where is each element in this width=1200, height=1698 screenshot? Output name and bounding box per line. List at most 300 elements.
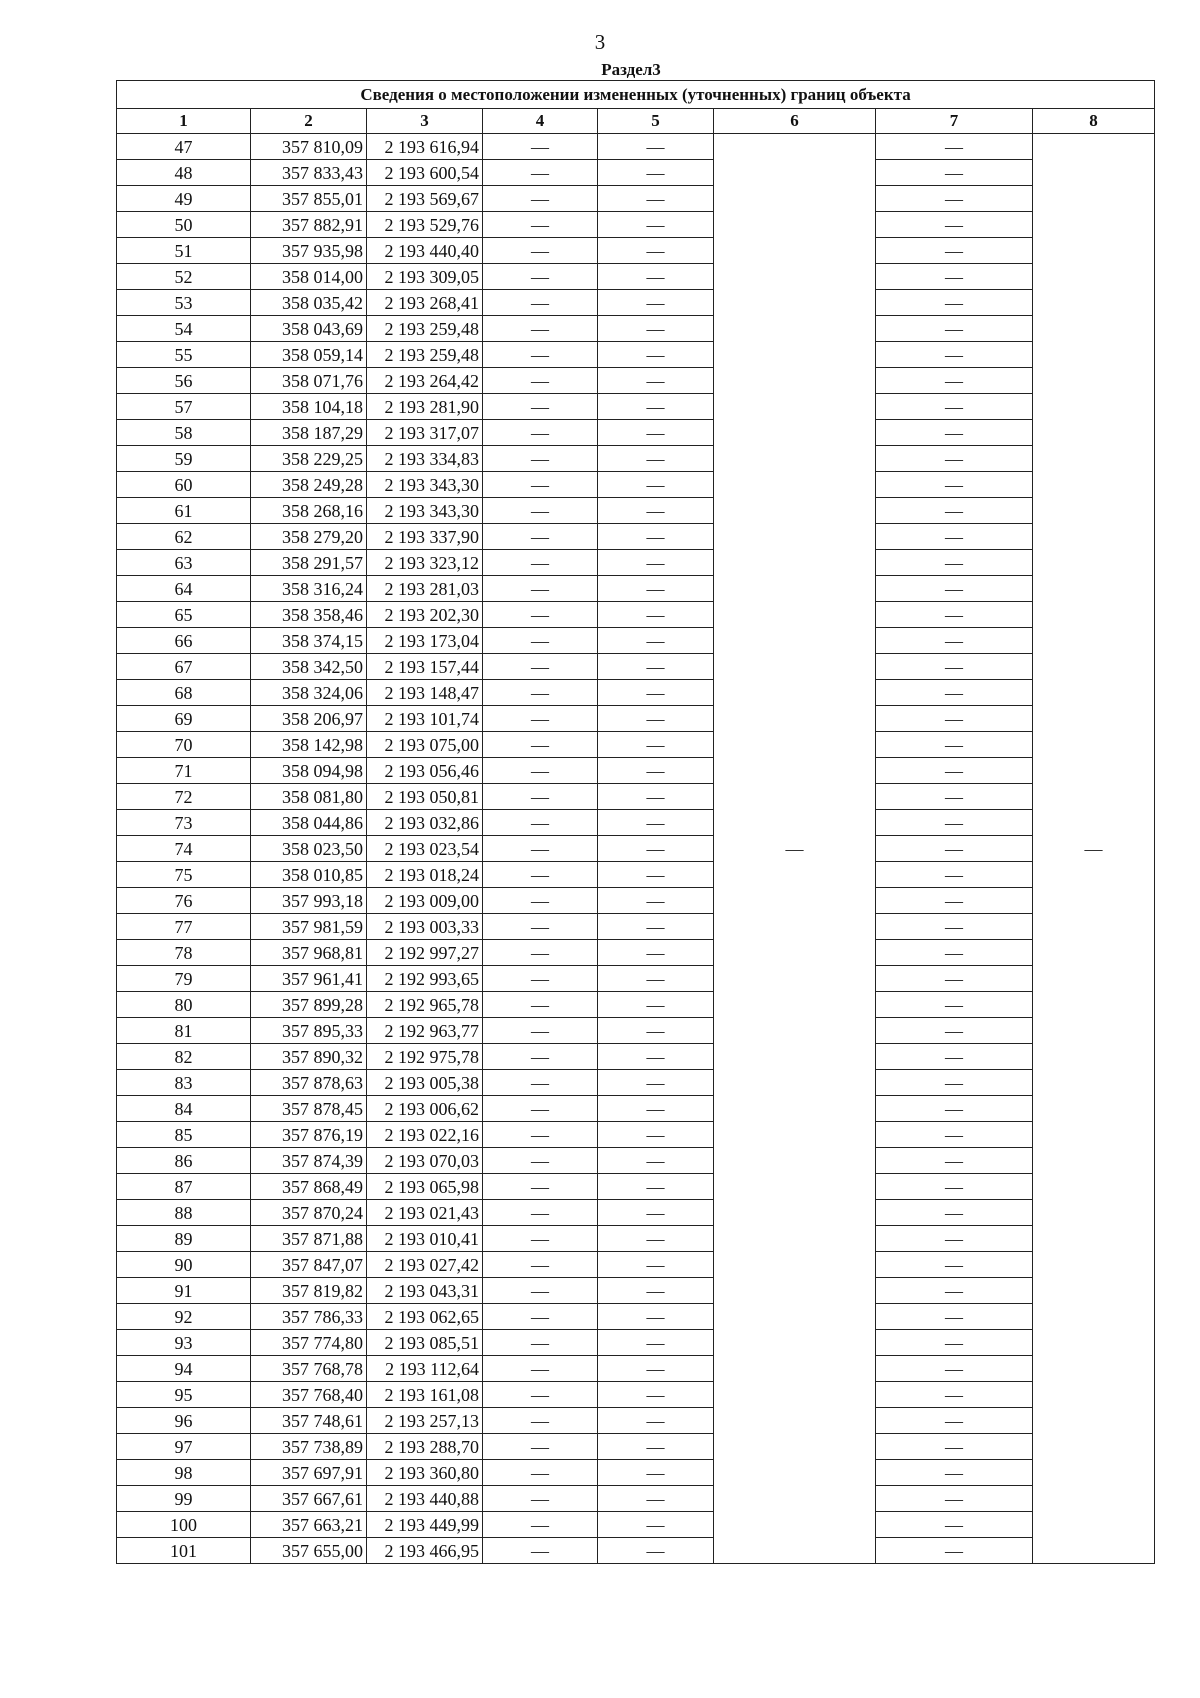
column-7-cell: — [876,1512,1033,1538]
point-number-cell: 90 [117,1252,251,1278]
point-number-cell: 55 [117,342,251,368]
x-coordinate-cell: 358 094,98 [251,758,367,784]
y-coordinate-cell: 2 192 997,27 [367,940,483,966]
column-4-cell: — [483,1512,598,1538]
x-coordinate-cell: 357 768,78 [251,1356,367,1382]
column-7-cell: — [876,1434,1033,1460]
point-number-cell: 50 [117,212,251,238]
column-4-cell: — [483,134,598,160]
column-7-cell: — [876,472,1033,498]
column-4-cell: — [483,1018,598,1044]
x-coordinate-cell: 357 774,80 [251,1330,367,1356]
point-number-cell: 74 [117,836,251,862]
column-4-cell: — [483,1330,598,1356]
column-7-cell: — [876,1200,1033,1226]
point-number-cell: 69 [117,706,251,732]
column-8-merged-cell: — [1033,134,1155,1564]
point-number-cell: 65 [117,602,251,628]
point-number-cell: 57 [117,394,251,420]
table-row [117,1122,1155,1148]
boundary-coordinates-table [116,80,1155,1564]
x-coordinate-cell: 357 667,61 [251,1486,367,1512]
table-row [117,1252,1155,1278]
x-coordinate-cell: 357 868,49 [251,1174,367,1200]
column-5-cell: — [598,1356,714,1382]
column-7-cell: — [876,966,1033,992]
point-number-cell: 71 [117,758,251,784]
table-row [117,264,1155,290]
point-number-cell: 61 [117,498,251,524]
x-coordinate-cell: 358 249,28 [251,472,367,498]
column-7-cell: — [876,1330,1033,1356]
y-coordinate-cell: 2 193 101,74 [367,706,483,732]
point-number-cell: 66 [117,628,251,654]
column-7-cell: — [876,290,1033,316]
column-7-cell: — [876,1460,1033,1486]
point-number-cell: 64 [117,576,251,602]
column-7-cell: — [876,888,1033,914]
column-4-cell: — [483,888,598,914]
y-coordinate-cell: 2 193 157,44 [367,654,483,680]
y-coordinate-cell: 2 193 449,99 [367,1512,483,1538]
column-5-cell: — [598,1122,714,1148]
point-number-cell: 52 [117,264,251,290]
column-7-cell: — [876,1070,1033,1096]
x-coordinate-cell: 358 291,57 [251,550,367,576]
y-coordinate-cell: 2 193 259,48 [367,316,483,342]
column-4-cell: — [483,940,598,966]
x-coordinate-cell: 357 663,21 [251,1512,367,1538]
table-row [117,654,1155,680]
y-coordinate-cell: 2 193 021,43 [367,1200,483,1226]
column-7-cell: — [876,1356,1033,1382]
x-coordinate-cell: 358 014,00 [251,264,367,290]
point-number-cell: 83 [117,1070,251,1096]
column-7-cell: — [876,784,1033,810]
table-row [117,1434,1155,1460]
y-coordinate-cell: 2 193 010,41 [367,1226,483,1252]
column-5-cell: — [598,758,714,784]
column-7-cell: — [876,498,1033,524]
point-number-cell: 79 [117,966,251,992]
x-coordinate-cell: 357 871,88 [251,1226,367,1252]
column-5-cell: — [598,888,714,914]
x-coordinate-cell: 358 071,76 [251,368,367,394]
x-coordinate-cell: 358 010,85 [251,862,367,888]
column-7-cell: — [876,680,1033,706]
column-5-cell: — [598,914,714,940]
column-4-cell: — [483,1226,598,1252]
table-row [117,862,1155,888]
column-5-cell: — [598,628,714,654]
column-7-cell: — [876,1278,1033,1304]
table-row [117,550,1155,576]
x-coordinate-cell: 357 833,43 [251,160,367,186]
column-7-cell: — [876,420,1033,446]
table-row [117,238,1155,264]
x-coordinate-cell: 357 810,09 [251,134,367,160]
column-7-cell: — [876,1226,1033,1252]
y-coordinate-cell: 2 193 360,80 [367,1460,483,1486]
column-7-cell: — [876,862,1033,888]
point-number-cell: 72 [117,784,251,810]
column-4-cell: — [483,1096,598,1122]
point-number-cell: 95 [117,1382,251,1408]
table-row [117,1330,1155,1356]
column-4-cell: — [483,680,598,706]
table-row [117,680,1155,706]
table-row [117,628,1155,654]
point-number-cell: 49 [117,186,251,212]
table-row [117,940,1155,966]
column-5-cell: — [598,160,714,186]
column-7-cell: — [876,576,1033,602]
column-5-cell: — [598,1018,714,1044]
column-4-cell: — [483,1434,598,1460]
column-4-cell: — [483,1070,598,1096]
point-number-cell: 98 [117,1460,251,1486]
column-7-cell: — [876,940,1033,966]
column-4-cell: — [483,1486,598,1512]
column-5-cell: — [598,1434,714,1460]
column-5-cell: — [598,550,714,576]
y-coordinate-cell: 2 193 009,00 [367,888,483,914]
column-5-cell: — [598,290,714,316]
column-5-cell: — [598,212,714,238]
column-4-cell: — [483,706,598,732]
column-number: 5 [598,109,714,134]
y-coordinate-cell: 2 193 006,62 [367,1096,483,1122]
y-coordinate-cell: 2 193 032,86 [367,810,483,836]
point-number-cell: 76 [117,888,251,914]
column-4-cell: — [483,862,598,888]
column-7-cell: — [876,654,1033,680]
x-coordinate-cell: 358 324,06 [251,680,367,706]
column-5-cell: — [598,1070,714,1096]
column-4-cell: — [483,550,598,576]
x-coordinate-cell: 357 935,98 [251,238,367,264]
column-7-cell: — [876,134,1033,160]
y-coordinate-cell: 2 193 466,95 [367,1538,483,1564]
table-row [117,160,1155,186]
column-5-cell: — [598,1304,714,1330]
column-4-cell: — [483,212,598,238]
column-5-cell: — [598,654,714,680]
x-coordinate-cell: 358 043,69 [251,316,367,342]
column-number: 7 [876,109,1033,134]
column-number: 1 [117,109,251,134]
column-7-cell: — [876,1382,1033,1408]
x-coordinate-cell: 357 748,61 [251,1408,367,1434]
column-4-cell: — [483,472,598,498]
column-7-cell: — [876,1538,1033,1564]
column-5-cell: — [598,784,714,810]
column-4-cell: — [483,810,598,836]
column-4-cell: — [483,602,598,628]
x-coordinate-cell: 357 876,19 [251,1122,367,1148]
y-coordinate-cell: 2 193 281,90 [367,394,483,420]
table-row [117,602,1155,628]
point-number-cell: 99 [117,1486,251,1512]
y-coordinate-cell: 2 193 148,47 [367,680,483,706]
column-4-cell: — [483,784,598,810]
column-7-cell: — [876,1122,1033,1148]
table-row [117,1148,1155,1174]
column-7-cell: — [876,160,1033,186]
table-row [117,524,1155,550]
y-coordinate-cell: 2 193 268,41 [367,290,483,316]
table-row [117,316,1155,342]
table-row [117,732,1155,758]
page-number: 3 [594,30,606,54]
y-coordinate-cell: 2 193 309,05 [367,264,483,290]
point-number-cell: 53 [117,290,251,316]
x-coordinate-cell: 358 023,50 [251,836,367,862]
column-4-cell: — [483,316,598,342]
point-number-cell: 58 [117,420,251,446]
column-7-cell: — [876,1018,1033,1044]
column-5-cell: — [598,238,714,264]
column-7-cell: — [876,810,1033,836]
y-coordinate-cell: 2 193 334,83 [367,446,483,472]
table-row [117,1200,1155,1226]
column-7-cell: — [876,914,1033,940]
x-coordinate-cell: 358 229,25 [251,446,367,472]
table-row [117,212,1155,238]
table-row [117,1486,1155,1512]
column-4-cell: — [483,1278,598,1304]
table-row [117,1356,1155,1382]
point-number-cell: 101 [117,1538,251,1564]
column-5-cell: — [598,1174,714,1200]
column-5-cell: — [598,1382,714,1408]
table-row [117,758,1155,784]
y-coordinate-cell: 2 193 529,76 [367,212,483,238]
y-coordinate-cell: 2 193 264,42 [367,368,483,394]
x-coordinate-cell: 357 874,39 [251,1148,367,1174]
point-number-cell: 67 [117,654,251,680]
y-coordinate-cell: 2 193 005,38 [367,1070,483,1096]
x-coordinate-cell: 357 819,82 [251,1278,367,1304]
table-row [117,342,1155,368]
y-coordinate-cell: 2 193 050,81 [367,784,483,810]
column-4-cell: — [483,628,598,654]
column-5-cell: — [598,992,714,1018]
column-7-cell: — [876,524,1033,550]
table-row [117,1460,1155,1486]
column-5-cell: — [598,1252,714,1278]
y-coordinate-cell: 2 193 616,94 [367,134,483,160]
x-coordinate-cell: 358 142,98 [251,732,367,758]
point-number-cell: 62 [117,524,251,550]
column-number: 6 [714,109,876,134]
column-5-cell: — [598,316,714,342]
y-coordinate-cell: 2 192 963,77 [367,1018,483,1044]
column-4-cell: — [483,1122,598,1148]
table-row [117,1174,1155,1200]
x-coordinate-cell: 357 993,18 [251,888,367,914]
column-5-cell: — [598,186,714,212]
table-row [117,368,1155,394]
column-7-cell: — [876,368,1033,394]
y-coordinate-cell: 2 193 043,31 [367,1278,483,1304]
y-coordinate-cell: 2 192 993,65 [367,966,483,992]
table-row [117,1538,1155,1564]
column-4-cell: — [483,576,598,602]
column-7-cell: — [876,1148,1033,1174]
x-coordinate-cell: 357 697,91 [251,1460,367,1486]
x-coordinate-cell: 358 342,50 [251,654,367,680]
y-coordinate-cell: 2 193 337,90 [367,524,483,550]
y-coordinate-cell: 2 193 023,54 [367,836,483,862]
column-4-cell: — [483,1382,598,1408]
column-7-cell: — [876,238,1033,264]
y-coordinate-cell: 2 193 056,46 [367,758,483,784]
column-5-cell: — [598,862,714,888]
column-7-cell: — [876,186,1033,212]
column-4-cell: — [483,368,598,394]
y-coordinate-cell: 2 193 343,30 [367,498,483,524]
column-4-cell: — [483,290,598,316]
x-coordinate-cell: 358 279,20 [251,524,367,550]
y-coordinate-cell: 2 193 173,04 [367,628,483,654]
table-row [117,576,1155,602]
column-4-cell: — [483,992,598,1018]
point-number-cell: 78 [117,940,251,966]
x-coordinate-cell: 357 899,28 [251,992,367,1018]
column-4-cell: — [483,1148,598,1174]
x-coordinate-cell: 358 081,80 [251,784,367,810]
column-5-cell: — [598,1226,714,1252]
table-caption: Сведения о местоположении измененных (уточненных) границ объекта [117,81,1155,109]
column-5-cell: — [598,810,714,836]
y-coordinate-cell: 2 192 965,78 [367,992,483,1018]
y-coordinate-cell: 2 192 975,78 [367,1044,483,1070]
x-coordinate-cell: 357 768,40 [251,1382,367,1408]
column-7-cell: — [876,758,1033,784]
point-number-cell: 59 [117,446,251,472]
column-4-cell: — [483,160,598,186]
y-coordinate-cell: 2 193 018,24 [367,862,483,888]
column-5-cell: — [598,342,714,368]
column-7-cell: — [876,1408,1033,1434]
table-row [117,498,1155,524]
table-row [117,420,1155,446]
column-4-cell: — [483,1538,598,1564]
column-4-cell: — [483,1044,598,1070]
table-row [117,810,1155,836]
table-row [117,1512,1155,1538]
column-7-cell: — [876,1486,1033,1512]
point-number-cell: 47 [117,134,251,160]
column-number: 8 [1033,109,1155,134]
column-4-cell: — [483,524,598,550]
column-number: 3 [367,109,483,134]
point-number-cell: 86 [117,1148,251,1174]
table-row [117,1226,1155,1252]
point-number-cell: 87 [117,1174,251,1200]
point-number-cell: 54 [117,316,251,342]
point-number-cell: 89 [117,1226,251,1252]
point-number-cell: 51 [117,238,251,264]
point-number-cell: 70 [117,732,251,758]
x-coordinate-cell: 357 890,32 [251,1044,367,1070]
x-coordinate-cell: 358 206,97 [251,706,367,732]
column-7-cell: — [876,1252,1033,1278]
x-coordinate-cell: 358 374,15 [251,628,367,654]
y-coordinate-cell: 2 193 027,42 [367,1252,483,1278]
column-7-cell: — [876,1044,1033,1070]
point-number-cell: 94 [117,1356,251,1382]
point-number-cell: 88 [117,1200,251,1226]
point-number-cell: 93 [117,1330,251,1356]
point-number-cell: 63 [117,550,251,576]
column-7-cell: — [876,394,1033,420]
column-4-cell: — [483,186,598,212]
y-coordinate-cell: 2 193 323,12 [367,550,483,576]
column-5-cell: — [598,446,714,472]
table-row [117,966,1155,992]
y-coordinate-cell: 2 193 062,65 [367,1304,483,1330]
table-body [117,134,1155,1564]
y-coordinate-cell: 2 193 600,54 [367,160,483,186]
column-number-row [117,109,1155,134]
table-row [117,1278,1155,1304]
column-4-cell: — [483,342,598,368]
table-row [117,992,1155,1018]
column-5-cell: — [598,602,714,628]
x-coordinate-cell: 357 882,91 [251,212,367,238]
column-5-cell: — [598,394,714,420]
y-coordinate-cell: 2 193 003,33 [367,914,483,940]
column-4-cell: — [483,1304,598,1330]
column-5-cell: — [598,576,714,602]
x-coordinate-cell: 358 358,46 [251,602,367,628]
y-coordinate-cell: 2 193 440,88 [367,1486,483,1512]
point-number-cell: 96 [117,1408,251,1434]
y-coordinate-cell: 2 193 075,00 [367,732,483,758]
column-5-cell: — [598,1512,714,1538]
column-7-cell: — [876,1174,1033,1200]
column-6-merged-cell: — [714,134,876,1564]
table-row [117,1096,1155,1122]
y-coordinate-cell: 2 193 569,67 [367,186,483,212]
y-coordinate-cell: 2 193 085,51 [367,1330,483,1356]
column-4-cell: — [483,966,598,992]
point-number-cell: 100 [117,1512,251,1538]
table-row [117,290,1155,316]
y-coordinate-cell: 2 193 440,40 [367,238,483,264]
column-5-cell: — [598,680,714,706]
column-5-cell: — [598,1538,714,1564]
section-title: Раздел3 [601,60,661,79]
x-coordinate-cell: 358 059,14 [251,342,367,368]
column-5-cell: — [598,1096,714,1122]
table-row [117,1304,1155,1330]
column-5-cell: — [598,472,714,498]
column-4-cell: — [483,264,598,290]
column-5-cell: — [598,1330,714,1356]
y-coordinate-cell: 2 193 257,13 [367,1408,483,1434]
x-coordinate-cell: 357 855,01 [251,186,367,212]
y-coordinate-cell: 2 193 317,07 [367,420,483,446]
column-5-cell: — [598,134,714,160]
table-row [117,1070,1155,1096]
y-coordinate-cell: 2 193 070,03 [367,1148,483,1174]
table-row [117,134,1155,160]
point-number-cell: 60 [117,472,251,498]
y-coordinate-cell: 2 193 112,64 [367,1356,483,1382]
